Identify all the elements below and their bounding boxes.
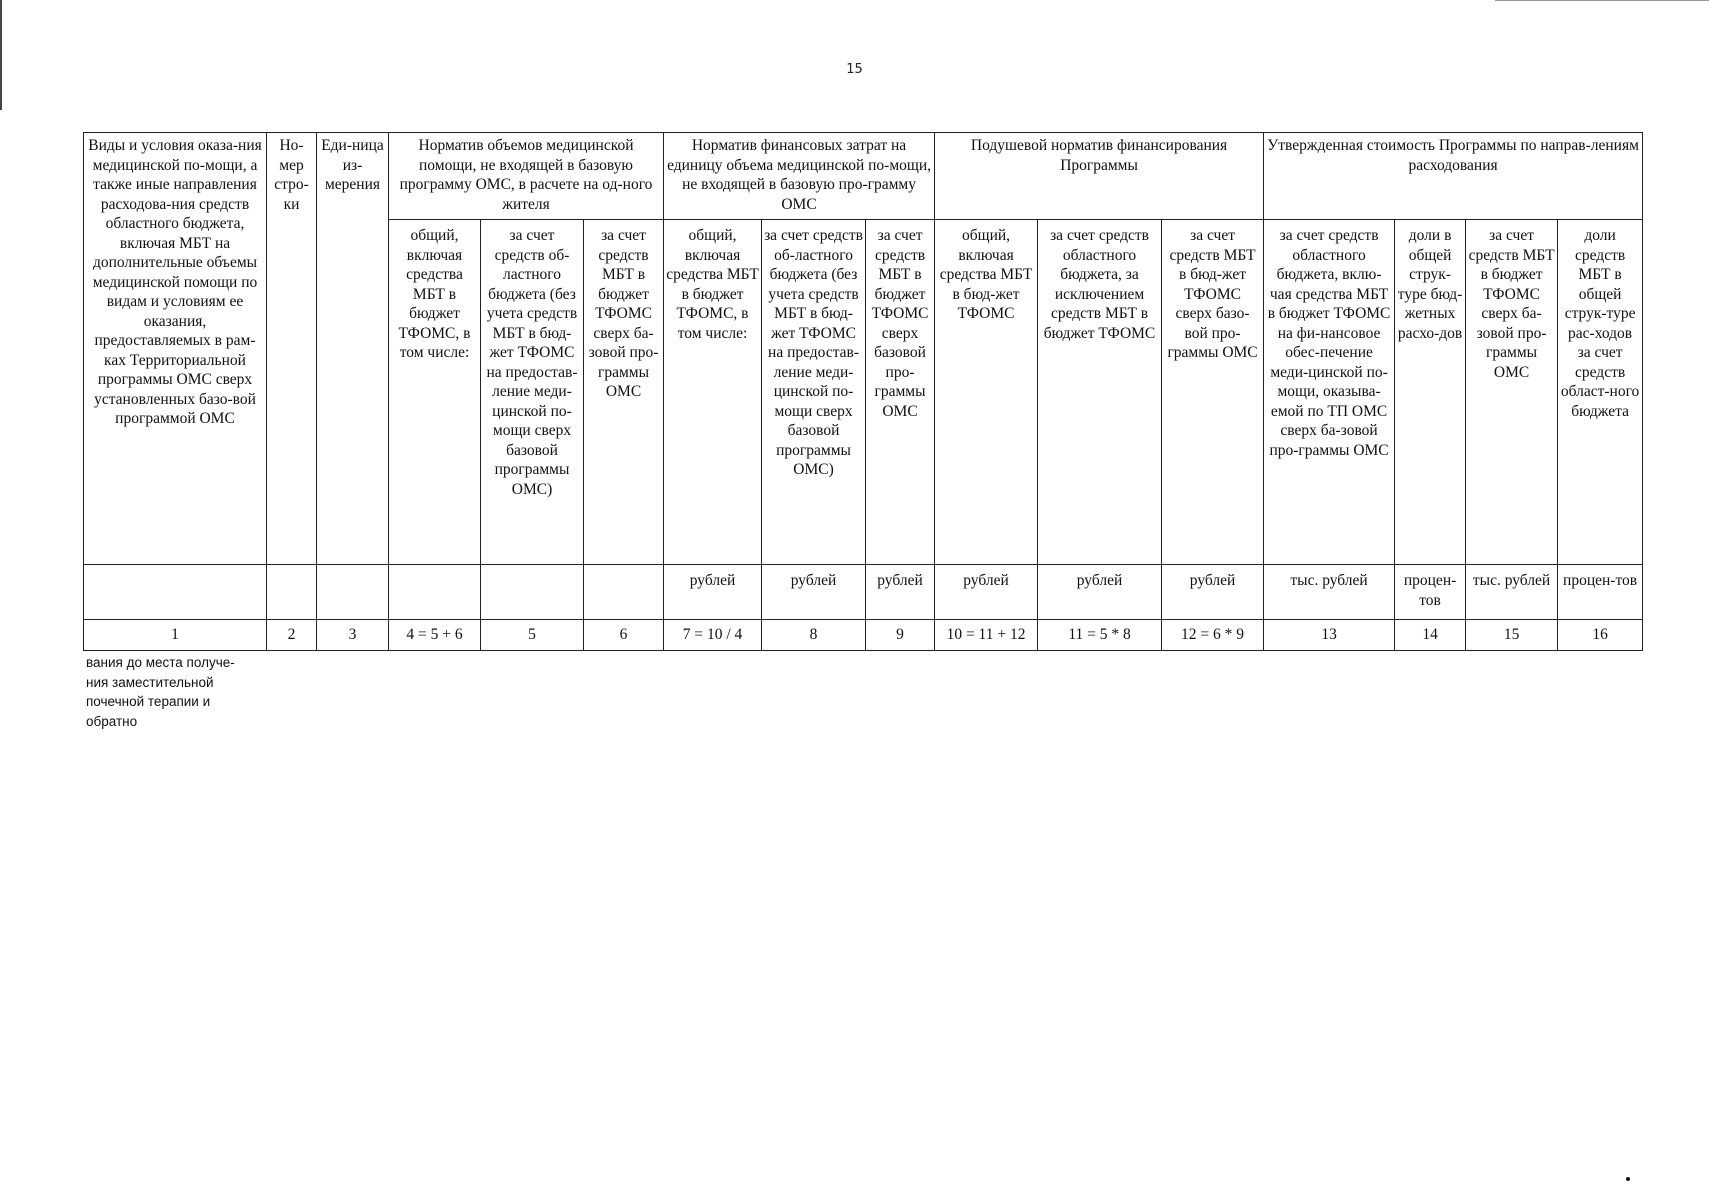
header-percapita-norm: Подушевой норматив финансирования Программы bbox=[935, 133, 1264, 220]
scan-dot bbox=[1626, 1177, 1630, 1181]
unit-cell: рублей bbox=[664, 565, 762, 620]
scan-line-top-right bbox=[1495, 0, 1709, 1]
column-number-cell: 6 bbox=[584, 620, 664, 651]
header-row-number: Но-мер стро-ки bbox=[267, 133, 317, 565]
footnote-line: обратно bbox=[86, 713, 138, 729]
column-number-cell: 16 bbox=[1558, 620, 1643, 651]
header-cost-norm: Норматив финансовых затрат на единицу объема медицинской по-мощи, не входящей в базовую про-грамму ОМС bbox=[664, 133, 935, 220]
unit-cell bbox=[267, 565, 317, 620]
unit-cell: рублей bbox=[935, 565, 1038, 620]
table-header-row bbox=[84, 133, 1643, 220]
column-number-cell: 12 = 6 * 9 bbox=[1162, 620, 1264, 651]
table-column-numbers-row bbox=[84, 620, 1643, 651]
column-number-cell: 10 = 11 + 12 bbox=[935, 620, 1038, 651]
unit-cell: процен-тов bbox=[1558, 565, 1643, 620]
budget-table bbox=[83, 132, 1643, 651]
column-number-cell: 4 = 5 + 6 bbox=[389, 620, 481, 651]
table-units-row bbox=[84, 565, 1643, 620]
subheader-cell: за счет средств областного бюджета, вклю-чая средства МБТ в бюджет ТФОМС на фи-нансовое обес-печение меди-цинской по-мощи, оказыва-емой по ТП ОМС сверх ба-зовой про-граммы ОМС bbox=[1264, 220, 1395, 565]
header-approved-cost: Утвержденная стоимость Программы по направ-лениям расходования bbox=[1264, 133, 1643, 220]
unit-cell bbox=[389, 565, 481, 620]
column-number-cell: 11 = 5 * 8 bbox=[1038, 620, 1162, 651]
column-number-cell: 5 bbox=[481, 620, 584, 651]
unit-cell: процен-тов bbox=[1395, 565, 1466, 620]
subheader-cell: за счет средств МБТ в бюджет ТФОМС сверх базовой про-граммы ОМС bbox=[866, 220, 935, 565]
subheader-cell: за счет средств об-ластного бюджета (без учета средств МБТ в бюд-жет ТФОМС на предостав-ление меди-цинской по-мощи сверх базовой программы ОМС) bbox=[762, 220, 866, 565]
unit-cell: рублей bbox=[1162, 565, 1264, 620]
unit-cell bbox=[584, 565, 664, 620]
column-number-cell: 7 = 10 / 4 bbox=[664, 620, 762, 651]
scan-left-edge bbox=[0, 0, 2, 110]
subheader-cell: за счет средств об-ластного бюджета (без учета средств МБТ в бюд-жет ТФОМС на предостав-ление меди-цинской по-мощи сверх базовой программы ОМС) bbox=[481, 220, 584, 565]
unit-cell: рублей bbox=[866, 565, 935, 620]
subheader-cell: за счет средств МБТ в бюджет ТФОМС сверх ба-зовой про-граммы ОМС bbox=[1466, 220, 1558, 565]
header-unit: Еди-ница из-мерения bbox=[317, 133, 389, 565]
page-number: 15 bbox=[846, 62, 863, 77]
column-number-cell: 8 bbox=[762, 620, 866, 651]
subheader-cell: общий, включая средства МБТ в бюджет ТФОМС, в том числе: bbox=[664, 220, 762, 565]
footnote-line: почечной терапии и bbox=[86, 694, 211, 709]
subheader-cell: доли в общей струк-туре бюд-жетных расхо-дов bbox=[1395, 220, 1466, 565]
unit-cell: рублей bbox=[1038, 565, 1162, 620]
subheader-cell: доли средств МБТ в общей струк-туре рас-ходов за счет средств област-ного бюджета bbox=[1558, 220, 1643, 565]
header-kinds-of-care: Виды и условия оказа-ния медицинской по-мощи, а также иные направления расходова-ния средств областного бюджета, включая МБТ на дополнительные объемы медицинской помощи по видам и условиям ее оказания, предоставляемых в рам-ках Территориальной программы ОМС сверх установленных базо-вой программой ОМС bbox=[84, 133, 267, 565]
column-number-cell: 2 bbox=[267, 620, 317, 651]
footnote-text bbox=[86, 653, 286, 731]
footnote-line: ния заместительной bbox=[86, 674, 214, 690]
column-number-cell: 1 bbox=[84, 620, 267, 651]
column-number-cell: 9 bbox=[866, 620, 935, 651]
unit-cell bbox=[84, 565, 267, 620]
column-number-cell: 15 bbox=[1466, 620, 1558, 651]
column-number-cell: 13 bbox=[1264, 620, 1395, 651]
subheader-cell: за счет средств МБТ в бюд-жет ТФОМС сверх базо-вой про-граммы ОМС bbox=[1162, 220, 1264, 565]
column-number-cell: 14 bbox=[1395, 620, 1466, 651]
subheader-cell: за счет средств МБТ в бюджет ТФОМС сверх ба-зовой про-граммы ОМС bbox=[584, 220, 664, 565]
subheader-cell: общий, включая средства МБТ в бюд-жет ТФОМС bbox=[935, 220, 1038, 565]
unit-cell: рублей bbox=[762, 565, 866, 620]
subheader-cell: за счет средств областного бюджета, за исключением средств МБТ в бюджет ТФОМС bbox=[1038, 220, 1162, 565]
unit-cell: тыс. рублей bbox=[1466, 565, 1558, 620]
column-number-cell: 3 bbox=[317, 620, 389, 651]
subheader-cell: общий, включая средства МБТ в бюджет ТФОМС, в том числе: bbox=[389, 220, 481, 565]
unit-cell bbox=[481, 565, 584, 620]
header-volume-norm: Норматив объемов медицинской помощи, не входящей в базовую программу ОМС, в расчете на од-ного жителя bbox=[389, 133, 664, 220]
unit-cell bbox=[317, 565, 389, 620]
footnote-line: вания до места получе- bbox=[86, 655, 235, 670]
unit-cell: тыс. рублей bbox=[1264, 565, 1395, 620]
